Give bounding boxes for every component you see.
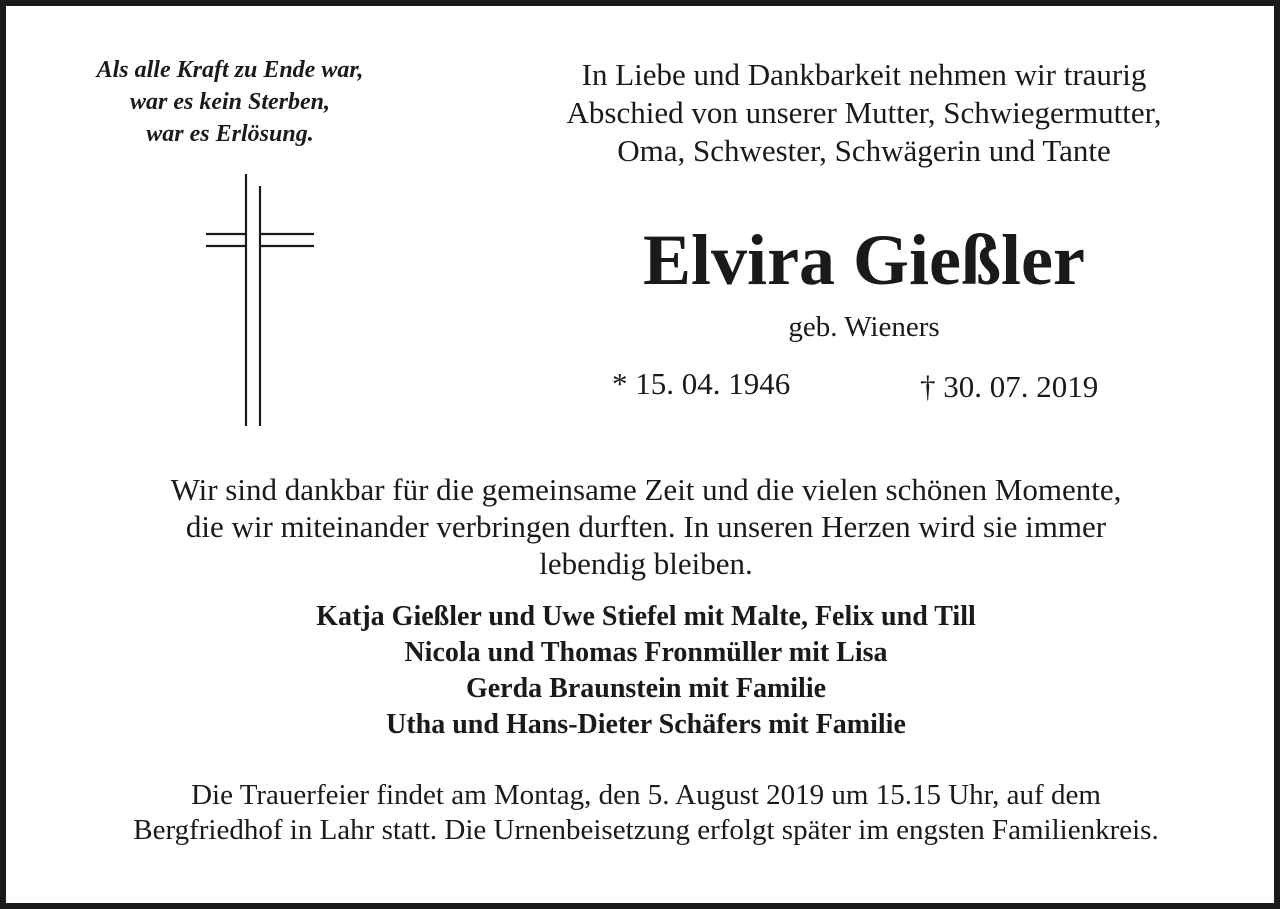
cross-icon	[186, 172, 326, 432]
mourner-line: Katja Gießler und Uwe Stiefel mit Malte, Felix und Till	[316, 601, 976, 632]
gratitude-line: Wir sind dankbar für die gemeinsame Zeit und die vielen schönen Momente,	[170, 472, 1122, 507]
mourner-line: Nicola und Thomas Fronmüller mit Lisa	[404, 637, 888, 668]
funeral-line: Die Trauerfeier findet am Montag, den 5. August 2019 um 15.15 Uhr, auf dem	[191, 779, 1101, 811]
gratitude-text	[36, 471, 1256, 582]
funeral-info	[36, 778, 1256, 848]
intro-text	[484, 56, 1244, 170]
deceased-name: Elvira Gießler	[643, 220, 1085, 300]
intro-line: Abschied von unserer Mutter, Schwiegermutter,	[566, 95, 1162, 130]
maiden-name: geb. Wieners	[788, 311, 940, 343]
birth-date: * 15. 04. 1946	[612, 366, 791, 401]
intro-line: In Liebe und Dankbarkeit nehmen wir traurig	[581, 57, 1147, 92]
mourner-line: Utha und Hans-Dieter Schäfers mit Familie	[386, 709, 906, 740]
funeral-line: Bergfriedhof in Lahr statt. Die Urnenbeisetzung erfolgt später im engsten Familienkreis.	[133, 814, 1159, 846]
motto-line: Als alle Kraft zu Ende war,	[96, 57, 364, 83]
intro-line: Oma, Schwester, Schwägerin und Tante	[617, 133, 1111, 168]
motto-line: war es kein Sterben,	[129, 89, 330, 115]
motto-verse	[36, 54, 424, 150]
motto-line: war es Erlösung.	[146, 121, 314, 147]
mourner-line: Gerda Braunstein mit Familie	[465, 673, 827, 704]
gratitude-line: die wir miteinander verbringen durften. In unseren Herzen wird sie immer	[185, 509, 1107, 544]
gratitude-line: lebendig bleiben.	[539, 546, 753, 581]
mourners-list	[36, 599, 1256, 743]
death-date: † 30. 07. 2019	[920, 369, 1099, 404]
